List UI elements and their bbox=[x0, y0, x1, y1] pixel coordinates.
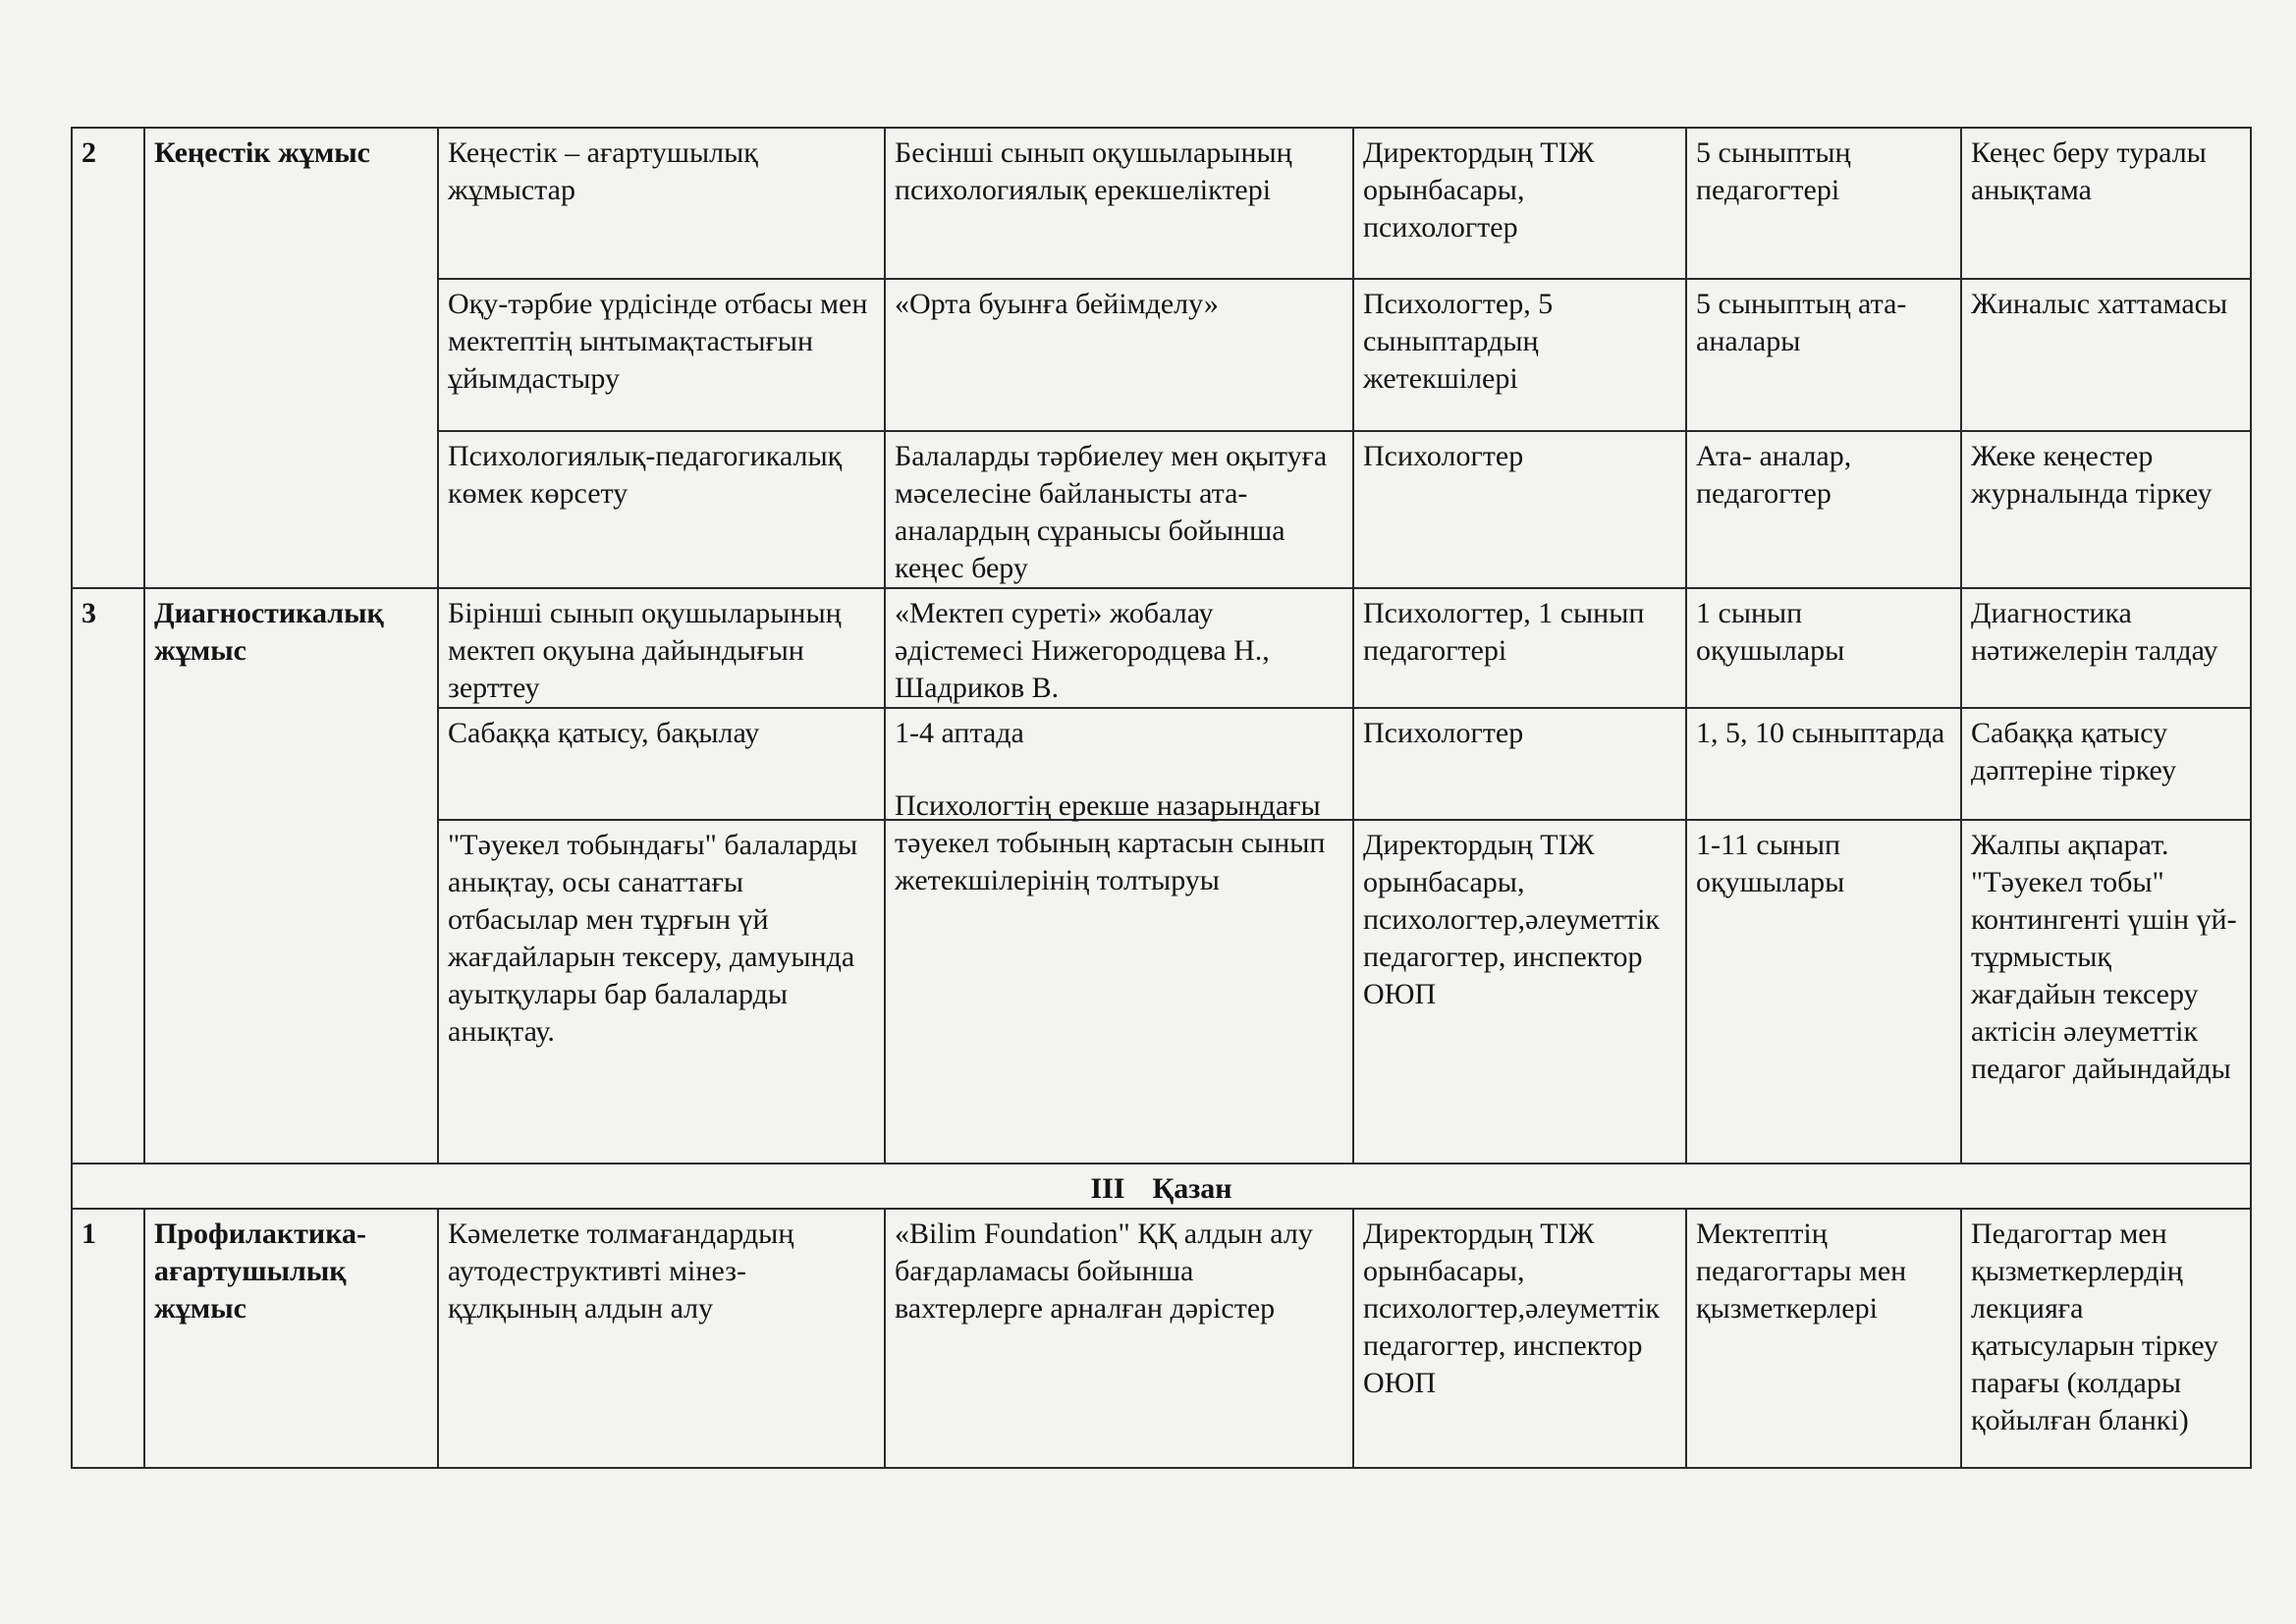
activity-cell: Кәмелетке толмағандардың аутодеструктивті мінез-құлқының алдын алу bbox=[438, 1209, 885, 1468]
result-cell: Жиналыс хаттамасы bbox=[1961, 279, 2251, 431]
participants-cell: 5 сыныптың ата-аналары bbox=[1686, 279, 1961, 431]
participants-cell: Ата- аналар, педагогтер bbox=[1686, 431, 1961, 588]
section-number: 2 bbox=[72, 128, 144, 588]
responsible-cell: Психологтер, 5 сыныптардың жетекшілері bbox=[1353, 279, 1686, 431]
participants-cell: 1 сынып оқушылары bbox=[1686, 588, 1961, 708]
table-row bbox=[72, 128, 2251, 279]
section-number: 1 bbox=[72, 1209, 144, 1468]
responsible-cell: Директордың ТІЖ орынбасары, психологтер bbox=[1353, 128, 1686, 279]
result-cell: Диагностика нәтижелерін талдау bbox=[1961, 588, 2251, 708]
table-row bbox=[72, 588, 2251, 708]
content-cell: «Мектеп суреті» жобалау әдістемесі Нижегородцева Н., Шадриков В. bbox=[885, 588, 1353, 708]
section-number: 3 bbox=[72, 588, 144, 1164]
result-cell: Жалпы ақпарат. "Тәуекел тобы" контингенті үшін үй-тұрмыстық жағдайын тексеру актісін әлеуметтік педагог дайындайды bbox=[1961, 820, 2251, 1164]
month-header-row bbox=[72, 1164, 2251, 1209]
section-title: Кеңестік жұмыс bbox=[144, 128, 438, 588]
section-title: Профилактика-ағартушылық жұмыс bbox=[144, 1209, 438, 1468]
responsible-cell: Директордың ТІЖ орынбасары, психологтер,әлеуметтік педагогтер, инспектор ОЮП bbox=[1353, 820, 1686, 1164]
content-cell: Балаларды тәрбиелеу мен оқытуға мәселесіне байланысты ата-аналардың сұранысы бойынша кеңес беру bbox=[885, 431, 1353, 588]
participants-cell: 1, 5, 10 сыныптарда bbox=[1686, 708, 1961, 820]
activity-cell: Кеңестік – ағартушылық жұмыстар bbox=[438, 128, 885, 279]
content-cell: 1-4 аптада bbox=[885, 708, 1353, 820]
month-header bbox=[72, 1164, 2251, 1209]
content-cell bbox=[885, 789, 1353, 1164]
activity-cell: Оқу-тәрбие үрдісінде отбасы мен мектептің ынтымақтастығын ұйымдастыру bbox=[438, 279, 885, 431]
table-row bbox=[72, 1209, 2251, 1468]
result-cell: Кеңес беру туралы анықтама bbox=[1961, 128, 2251, 279]
participants-cell: Мектептің педагогтары мен қызметкерлері bbox=[1686, 1209, 1961, 1468]
section-title: Диагностикалық жұмыс bbox=[144, 588, 438, 1164]
responsible-cell: Директордың ТІЖ орынбасары, психологтер,әлеуметтік педагогтер, инспектор ОЮП bbox=[1353, 1209, 1686, 1468]
result-cell: Педагогтар мен қызметкерлердің лекцияға қатысуларын тіркеу парағы (колдары қойылған бланкі) bbox=[1961, 1209, 2251, 1468]
content-cell: Бесінші сынып оқушыларының психологиялық ерекшеліктері bbox=[885, 128, 1353, 279]
result-cell: Сабаққа қатысу дәптеріне тіркеу bbox=[1961, 708, 2251, 820]
activity-cell: Психологиялық-педагогикалық көмек көрсету bbox=[438, 431, 885, 588]
activity-cell: Бірінші сынып оқушыларының мектеп оқуына дайындығын зерттеу bbox=[438, 588, 885, 708]
activity-cell: "Тәуекел тобындағы" балаларды анықтау, осы санаттағы отбасылар мен тұрғын үй жағдайларын тексеру, дамуында ауытқулары бар балаларды анықтау. bbox=[438, 820, 885, 1164]
participants-cell: 5 сыныптың педагогтері bbox=[1686, 128, 1961, 279]
content-cell: «Bilim Foundation" ҚҚ алдын алу бағдарламасы бойынша вахтерлерге арналған дәрістер bbox=[885, 1209, 1353, 1468]
responsible-cell: Психологтер bbox=[1353, 708, 1686, 820]
content-text: Психологтің ерекше назарындағы тәуекел тобының картасын сынып жетекшілерінің толтыруы bbox=[895, 789, 1326, 896]
activity-cell: Сабаққа қатысу, бақылау bbox=[438, 708, 885, 820]
month-name: Қазан bbox=[1152, 1172, 1232, 1205]
responsible-cell: Психологтер bbox=[1353, 431, 1686, 588]
responsible-cell: Психологтер, 1 сынып педагогтері bbox=[1353, 588, 1686, 708]
participants-cell: 1-11 сынып оқушылары bbox=[1686, 820, 1961, 1164]
work-plan-table bbox=[71, 127, 2252, 1469]
result-cell: Жеке кеңестер журналында тіркеу bbox=[1961, 431, 2251, 588]
content-cell: «Орта буынға бейімделу» bbox=[885, 279, 1353, 431]
month-number: III bbox=[1090, 1172, 1125, 1205]
